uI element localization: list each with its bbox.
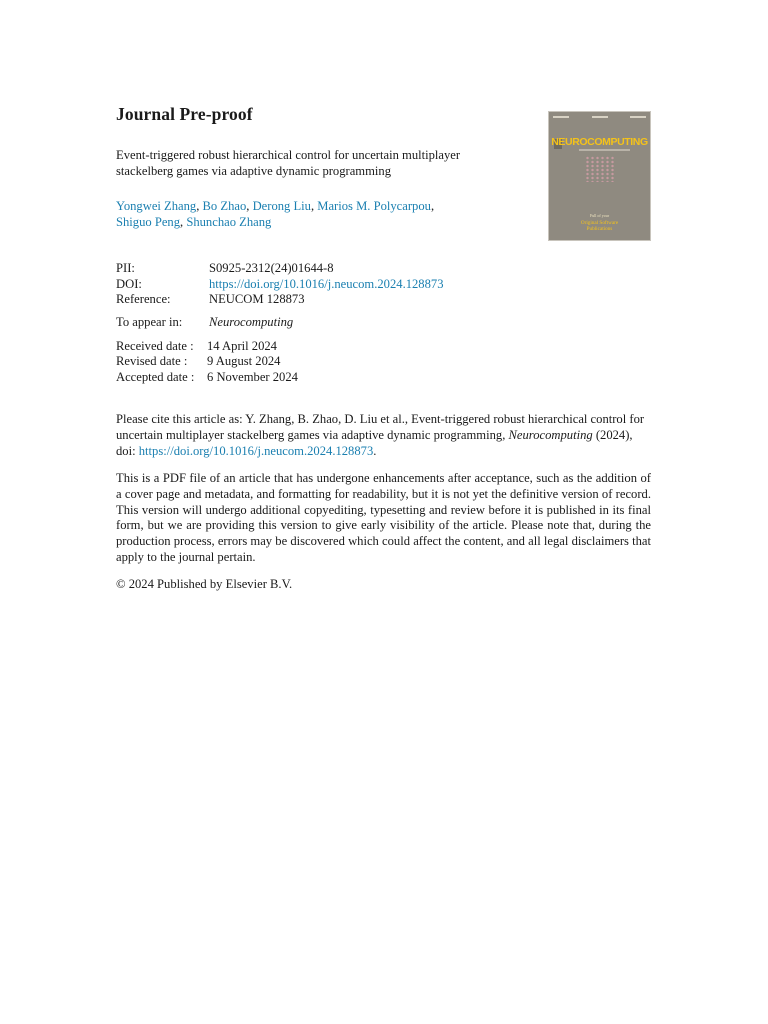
cover-subtitle-line xyxy=(579,149,630,151)
author-link[interactable]: Bo Zhao xyxy=(202,199,247,213)
author-link[interactable]: Marios M. Polycarpou xyxy=(317,199,431,213)
article-title: Event-triggered robust hierarchical control for uncertain multiplayer stackelberg games via adaptive dynamic programming xyxy=(116,148,461,178)
author-link[interactable]: Yongwei Zhang xyxy=(116,199,197,213)
author-link[interactable]: Shiguo Peng xyxy=(116,214,181,229)
citation-doi-link[interactable]: https://doi.org/10.1016/j.neucom.2024.128873 xyxy=(138,443,374,458)
preproof-notice: This is a PDF file of an article that has undergone enhancements after acceptance, such as the addition of a cover page and metadata, and formatting for readability, but it is not yet the definitive version of record. This version will undergo additional copyediting, typesetting and review before it is published in its final form, but we are providing this version to give early visibility of the article. Please note that, during the production process, errors may be discovered which could affect the content, and all legal disclaimers that apply to the journal pertain. xyxy=(116,471,651,564)
cover-dot-pattern xyxy=(585,156,615,182)
author-link[interactable]: Shunchao Zhang xyxy=(186,214,272,229)
author-link[interactable]: Derong Liu xyxy=(252,199,311,213)
author-list: Yongwei Zhang, Bo Zhao, Derong Liu, Marios M. Polycarpou, Shiguo Peng, Shunchao Zhang xyxy=(116,199,435,229)
copyright-line: © 2024 Published by Elsevier B.V. xyxy=(116,577,293,591)
citation-paragraph: Please cite this article as: Y. Zhang, B. Zhao, D. Liu et al., Event-triggered robust hierarchical control for uncertain multiplayer stackelberg games via adaptive dynamic programming, Neurocomputing (2024), doi: https://doi.org/10.1016/j.neucom.2024.128873. xyxy=(116,412,645,458)
journal-cover-image xyxy=(548,111,651,241)
cover-footer-text: Original Software Publications xyxy=(580,220,619,232)
page-heading: Journal Pre-proof xyxy=(116,104,253,124)
cover-footer-small: Full of your xyxy=(589,213,610,218)
cover-journal-name: NEUROCOMPUTING xyxy=(551,136,648,148)
doi-link[interactable]: https://doi.org/10.1016/j.neucom.2024.128873 xyxy=(209,277,444,291)
cover-header-strip xyxy=(553,116,646,120)
